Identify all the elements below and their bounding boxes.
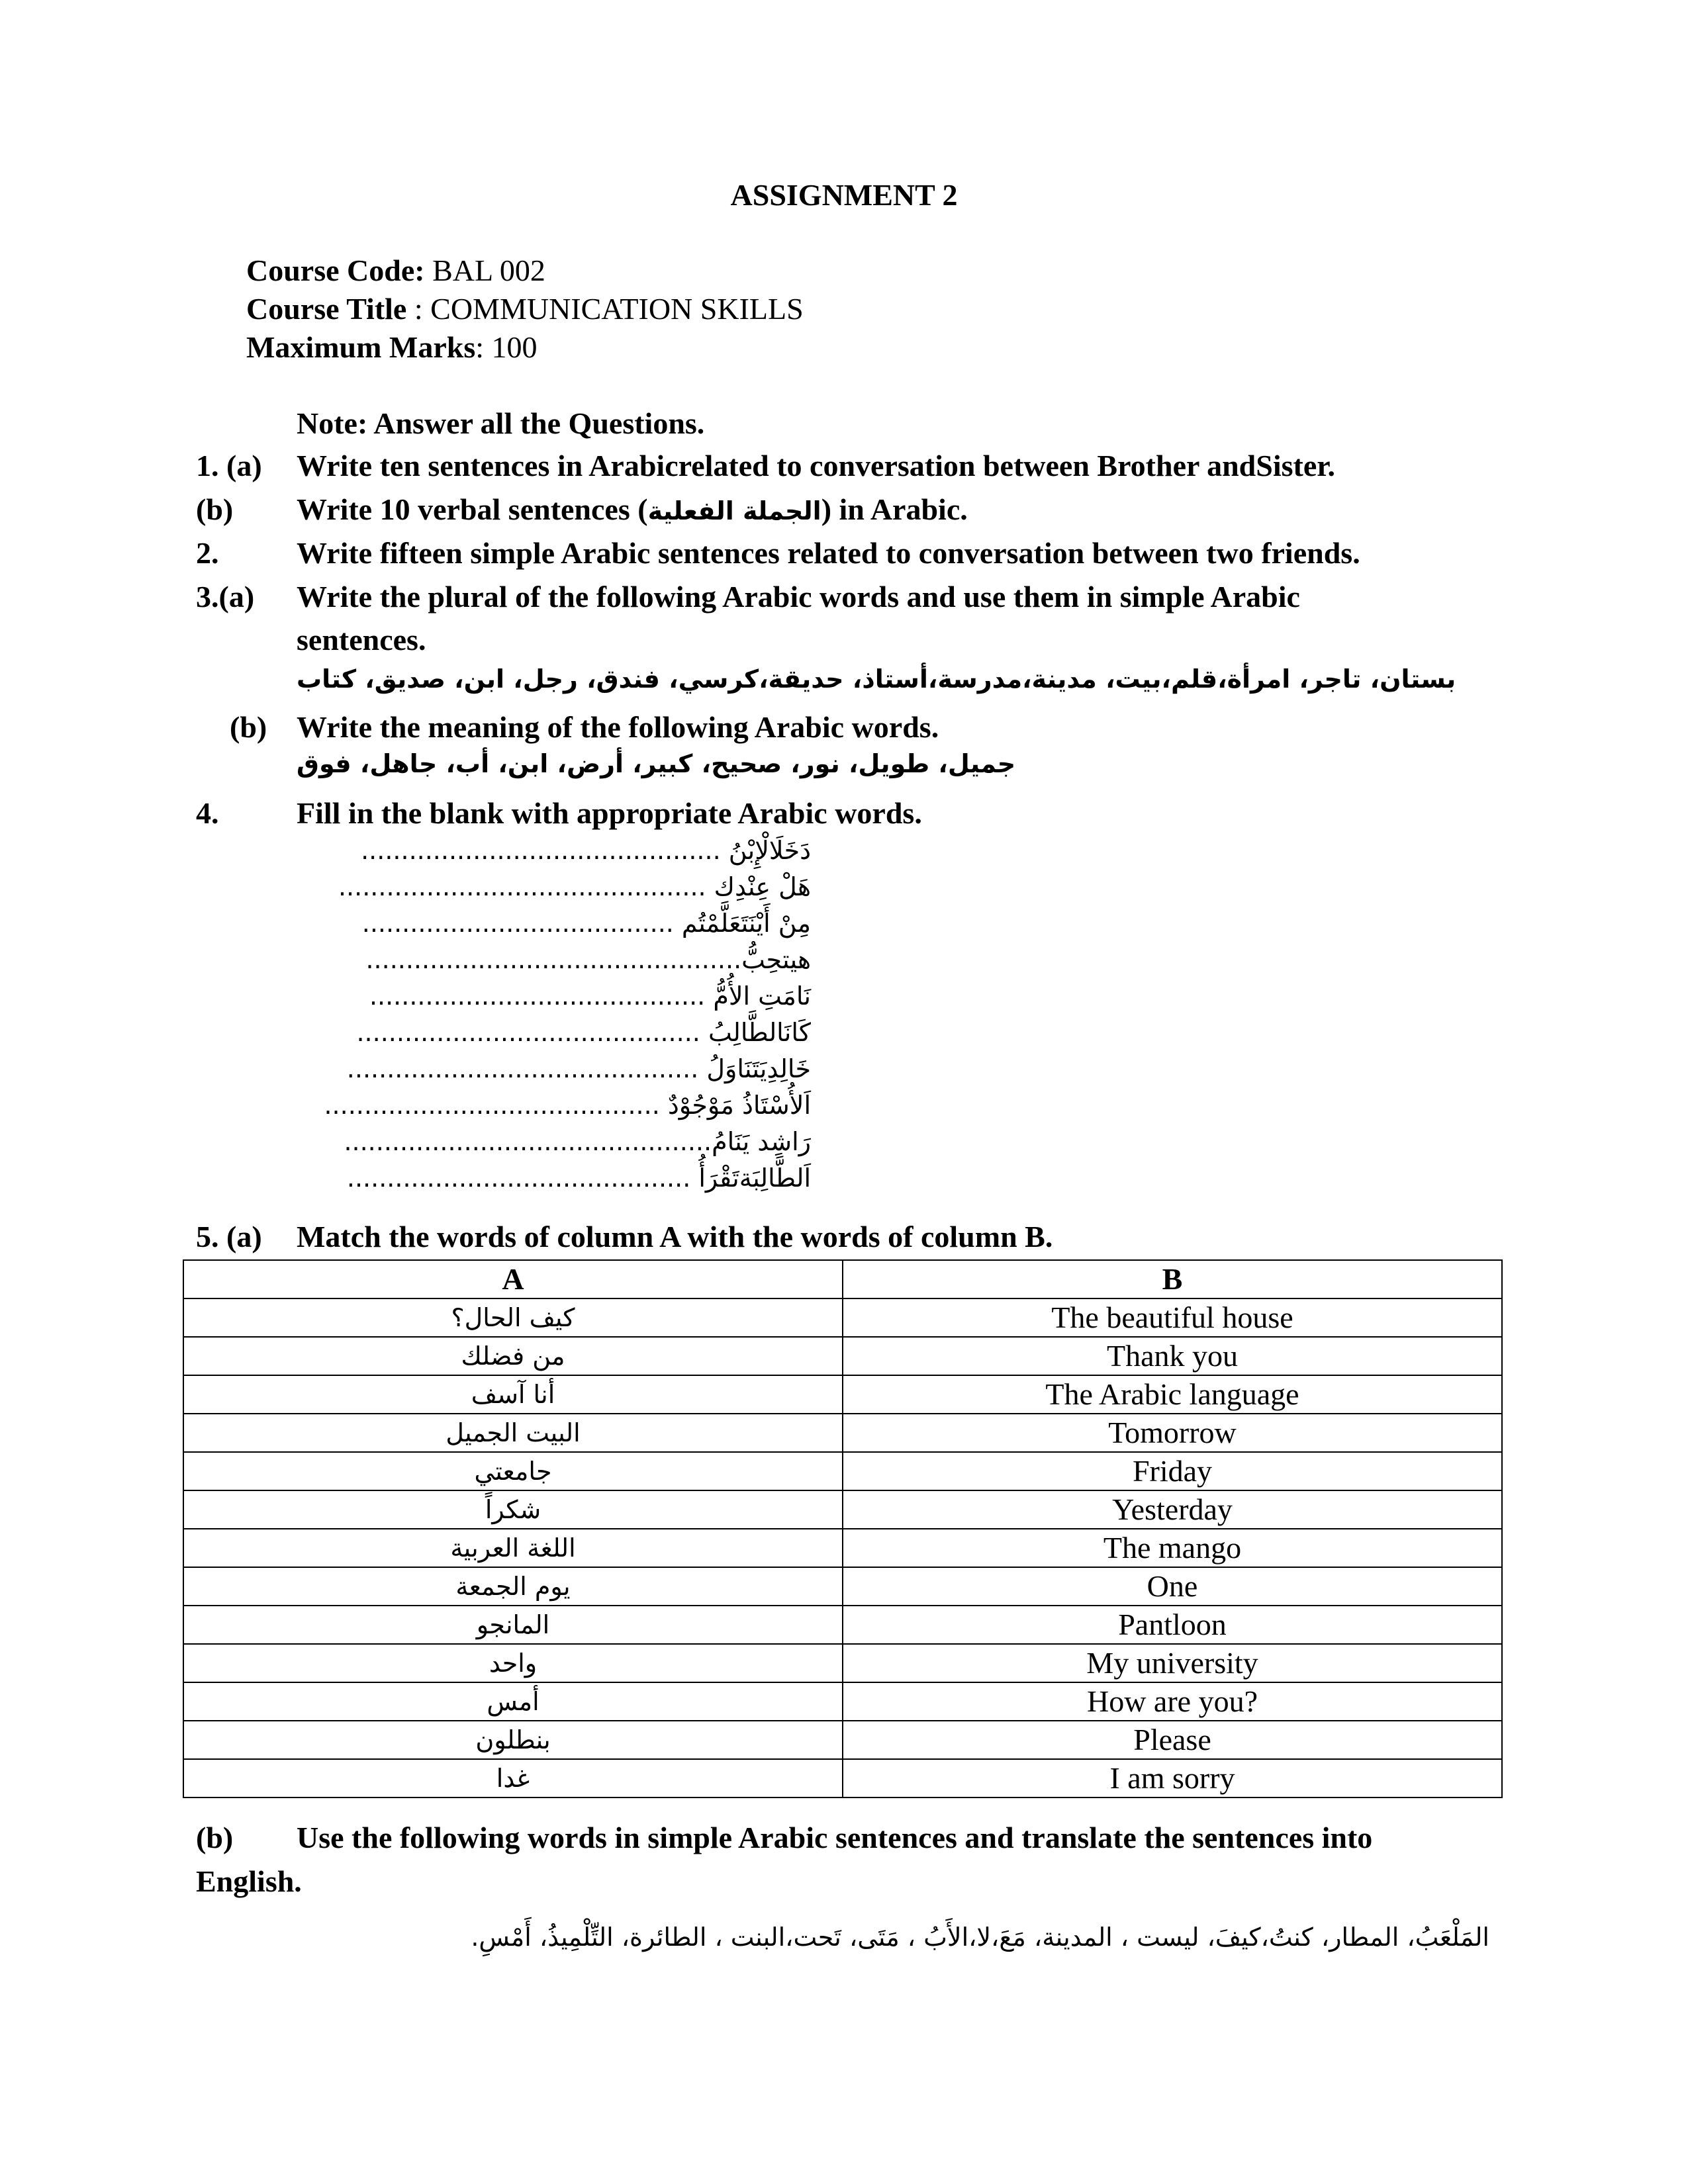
- table-row: [183, 1567, 1502, 1606]
- q5a-number: 5. (a): [196, 1220, 262, 1253]
- column-b-cell: Yesterday: [843, 1490, 1502, 1529]
- column-b-cell: The beautiful house: [843, 1298, 1502, 1337]
- column-a-cell: البيت الجميل: [183, 1414, 843, 1452]
- column-a-cell: جامعتي: [183, 1452, 843, 1490]
- q1b-number: (b): [196, 492, 234, 526]
- q3b-text: Write the meaning of the following Arabic words.: [297, 710, 939, 744]
- q1a-number: 1. (a): [196, 449, 262, 482]
- table-row: [183, 1721, 1502, 1759]
- q3a-text-line1: Write the plural of the following Arabic words and use them in simple Arabic: [297, 580, 1300, 614]
- page-title: ASSIGNMENT 2: [730, 178, 958, 212]
- match-table-header-row: [183, 1260, 1502, 1298]
- table-row: [183, 1529, 1502, 1567]
- q5b-text-line2: English.: [196, 1864, 302, 1898]
- q1b-text: [297, 492, 968, 527]
- table-row: [183, 1337, 1502, 1375]
- q5a-text: Match the words of column A with the words of column B.: [297, 1220, 1053, 1253]
- column-a-cell: من فضلك: [183, 1337, 843, 1375]
- column-a-cell: شكراً: [183, 1490, 843, 1529]
- column-a-cell: واحد: [183, 1644, 843, 1682]
- column-b-cell: Tomorrow: [843, 1414, 1502, 1452]
- course-code-value: BAL 002: [424, 253, 545, 287]
- max-marks-value: : 100: [475, 330, 538, 364]
- table-row: [183, 1375, 1502, 1414]
- column-a-cell: بنطلون: [183, 1721, 843, 1759]
- column-b-header: B: [843, 1260, 1502, 1298]
- course-code-label: Course Code:: [246, 253, 425, 287]
- q3b-number: (b): [230, 710, 267, 744]
- max-marks-line: [246, 330, 538, 365]
- table-row: [183, 1644, 1502, 1682]
- fill-blank-line: نَامَتِ الأُمُّ ..........................................: [369, 981, 811, 1011]
- q5b-number: (b): [196, 1821, 234, 1854]
- column-a-cell: اللغة العربية: [183, 1529, 843, 1567]
- course-title-line: [246, 291, 804, 326]
- column-b-cell: The mango: [843, 1529, 1502, 1567]
- table-row: [183, 1452, 1502, 1490]
- q5b-arabic-words: المَلْعَبُ، المطار، كنتُ،كيفَ، ليست ، المدينة، مَعَ،لا،الأَبُ ، مَتَى، تَحت،البنت ، الطائرة، التِّلْمِيذُ، أَمْسِ.: [471, 1923, 1489, 1952]
- column-b-cell: Friday: [843, 1452, 1502, 1490]
- table-row: [183, 1490, 1502, 1529]
- table-row: [183, 1682, 1502, 1721]
- column-a-cell: المانجو: [183, 1606, 843, 1644]
- column-b-cell: One: [843, 1567, 1502, 1606]
- note-text: Note: Answer all the Questions.: [297, 406, 705, 440]
- table-row: [183, 1414, 1502, 1452]
- q3a-text-line2: sentences.: [297, 623, 426, 657]
- column-a-cell: أنا آسف: [183, 1375, 843, 1414]
- column-a-cell: يوم الجمعة: [183, 1567, 843, 1606]
- column-b-cell: I am sorry: [843, 1759, 1502, 1797]
- column-b-cell: Thank you: [843, 1337, 1502, 1375]
- q1b-text-pre: Write 10 verbal sentences (: [297, 492, 648, 526]
- column-a-cell: غدا: [183, 1759, 843, 1797]
- fill-blank-line: خَالِدِيَتَنَاوَلُ ............................................: [346, 1054, 811, 1083]
- q3b-arabic-words: جميل، طويل، نور، صحيح، كبير، أرض، ابن، أب، جاهل، فوق: [297, 749, 1016, 778]
- q2-text: Write fifteen simple Arabic sentences related to conversation between two friends.: [297, 536, 1360, 570]
- q2-number: 2.: [196, 536, 219, 570]
- column-b-cell: Please: [843, 1721, 1502, 1759]
- column-b-cell: The Arabic language: [843, 1375, 1502, 1414]
- table-row: [183, 1298, 1502, 1337]
- column-b-cell: My university: [843, 1644, 1502, 1682]
- q1b-arabic-term: الجملة الفعلية: [647, 496, 821, 525]
- course-title-label: Course Title: [246, 292, 407, 326]
- q1b-text-post: ) in Arabic.: [821, 492, 968, 526]
- q4-text: Fill in the blank with appropriate Arabic words.: [297, 796, 922, 830]
- course-title-value: : COMMUNICATION SKILLS: [406, 292, 804, 326]
- column-b-cell: Pantloon: [843, 1606, 1502, 1644]
- fill-blank-line: كَانَالطَّالِبُ ...........................................: [356, 1018, 811, 1047]
- column-a-cell: أمس: [183, 1682, 843, 1721]
- q4-number: 4.: [196, 796, 219, 830]
- column-a-cell: كيف الحال؟: [183, 1298, 843, 1337]
- table-row: [183, 1606, 1502, 1644]
- q1a-text: Write ten sentences in Arabicrelated to conversation between Brother andSister.: [297, 449, 1335, 482]
- match-table: [183, 1259, 1503, 1798]
- q3a-arabic-words: بستان، تاجر، امرأة،قلم،بيت، مدينة،مدرسة،أستاذ، حديقة،كرسي، فندق، رجل، ابن، صديق، كتاب: [297, 664, 1456, 694]
- max-marks-label: Maximum Marks: [246, 330, 476, 364]
- q5b-text-line1: Use the following words in simple Arabic sentences and translate the sentences into: [297, 1821, 1373, 1854]
- fill-blank-line: اَلطَّالِبَةتَقْرَأُ ...........................................: [346, 1163, 811, 1193]
- table-row: [183, 1759, 1502, 1797]
- fill-blank-line: رَاشِد يَنَامُ..............................................: [344, 1127, 811, 1156]
- course-code-line: [246, 253, 545, 288]
- fill-blank-line: هَلْ عِنْدِك ..............................................: [338, 872, 811, 901]
- fill-blank-line: هيتحِبُّ...............................................: [365, 945, 811, 974]
- fill-blank-line: دَخَلَالْإِبْنُ .............................................: [361, 836, 811, 865]
- column-b-cell: How are you?: [843, 1682, 1502, 1721]
- q3a-number: 3.(a): [196, 580, 255, 614]
- fill-blank-line: اَلأُسْتَاذُ مَوْجُوْدٌ ..........................................: [324, 1091, 811, 1120]
- column-a-header: A: [183, 1260, 843, 1298]
- fill-blank-line: مِنْ أَيْنَتَعَلَّمْتُم .......................................: [361, 909, 811, 938]
